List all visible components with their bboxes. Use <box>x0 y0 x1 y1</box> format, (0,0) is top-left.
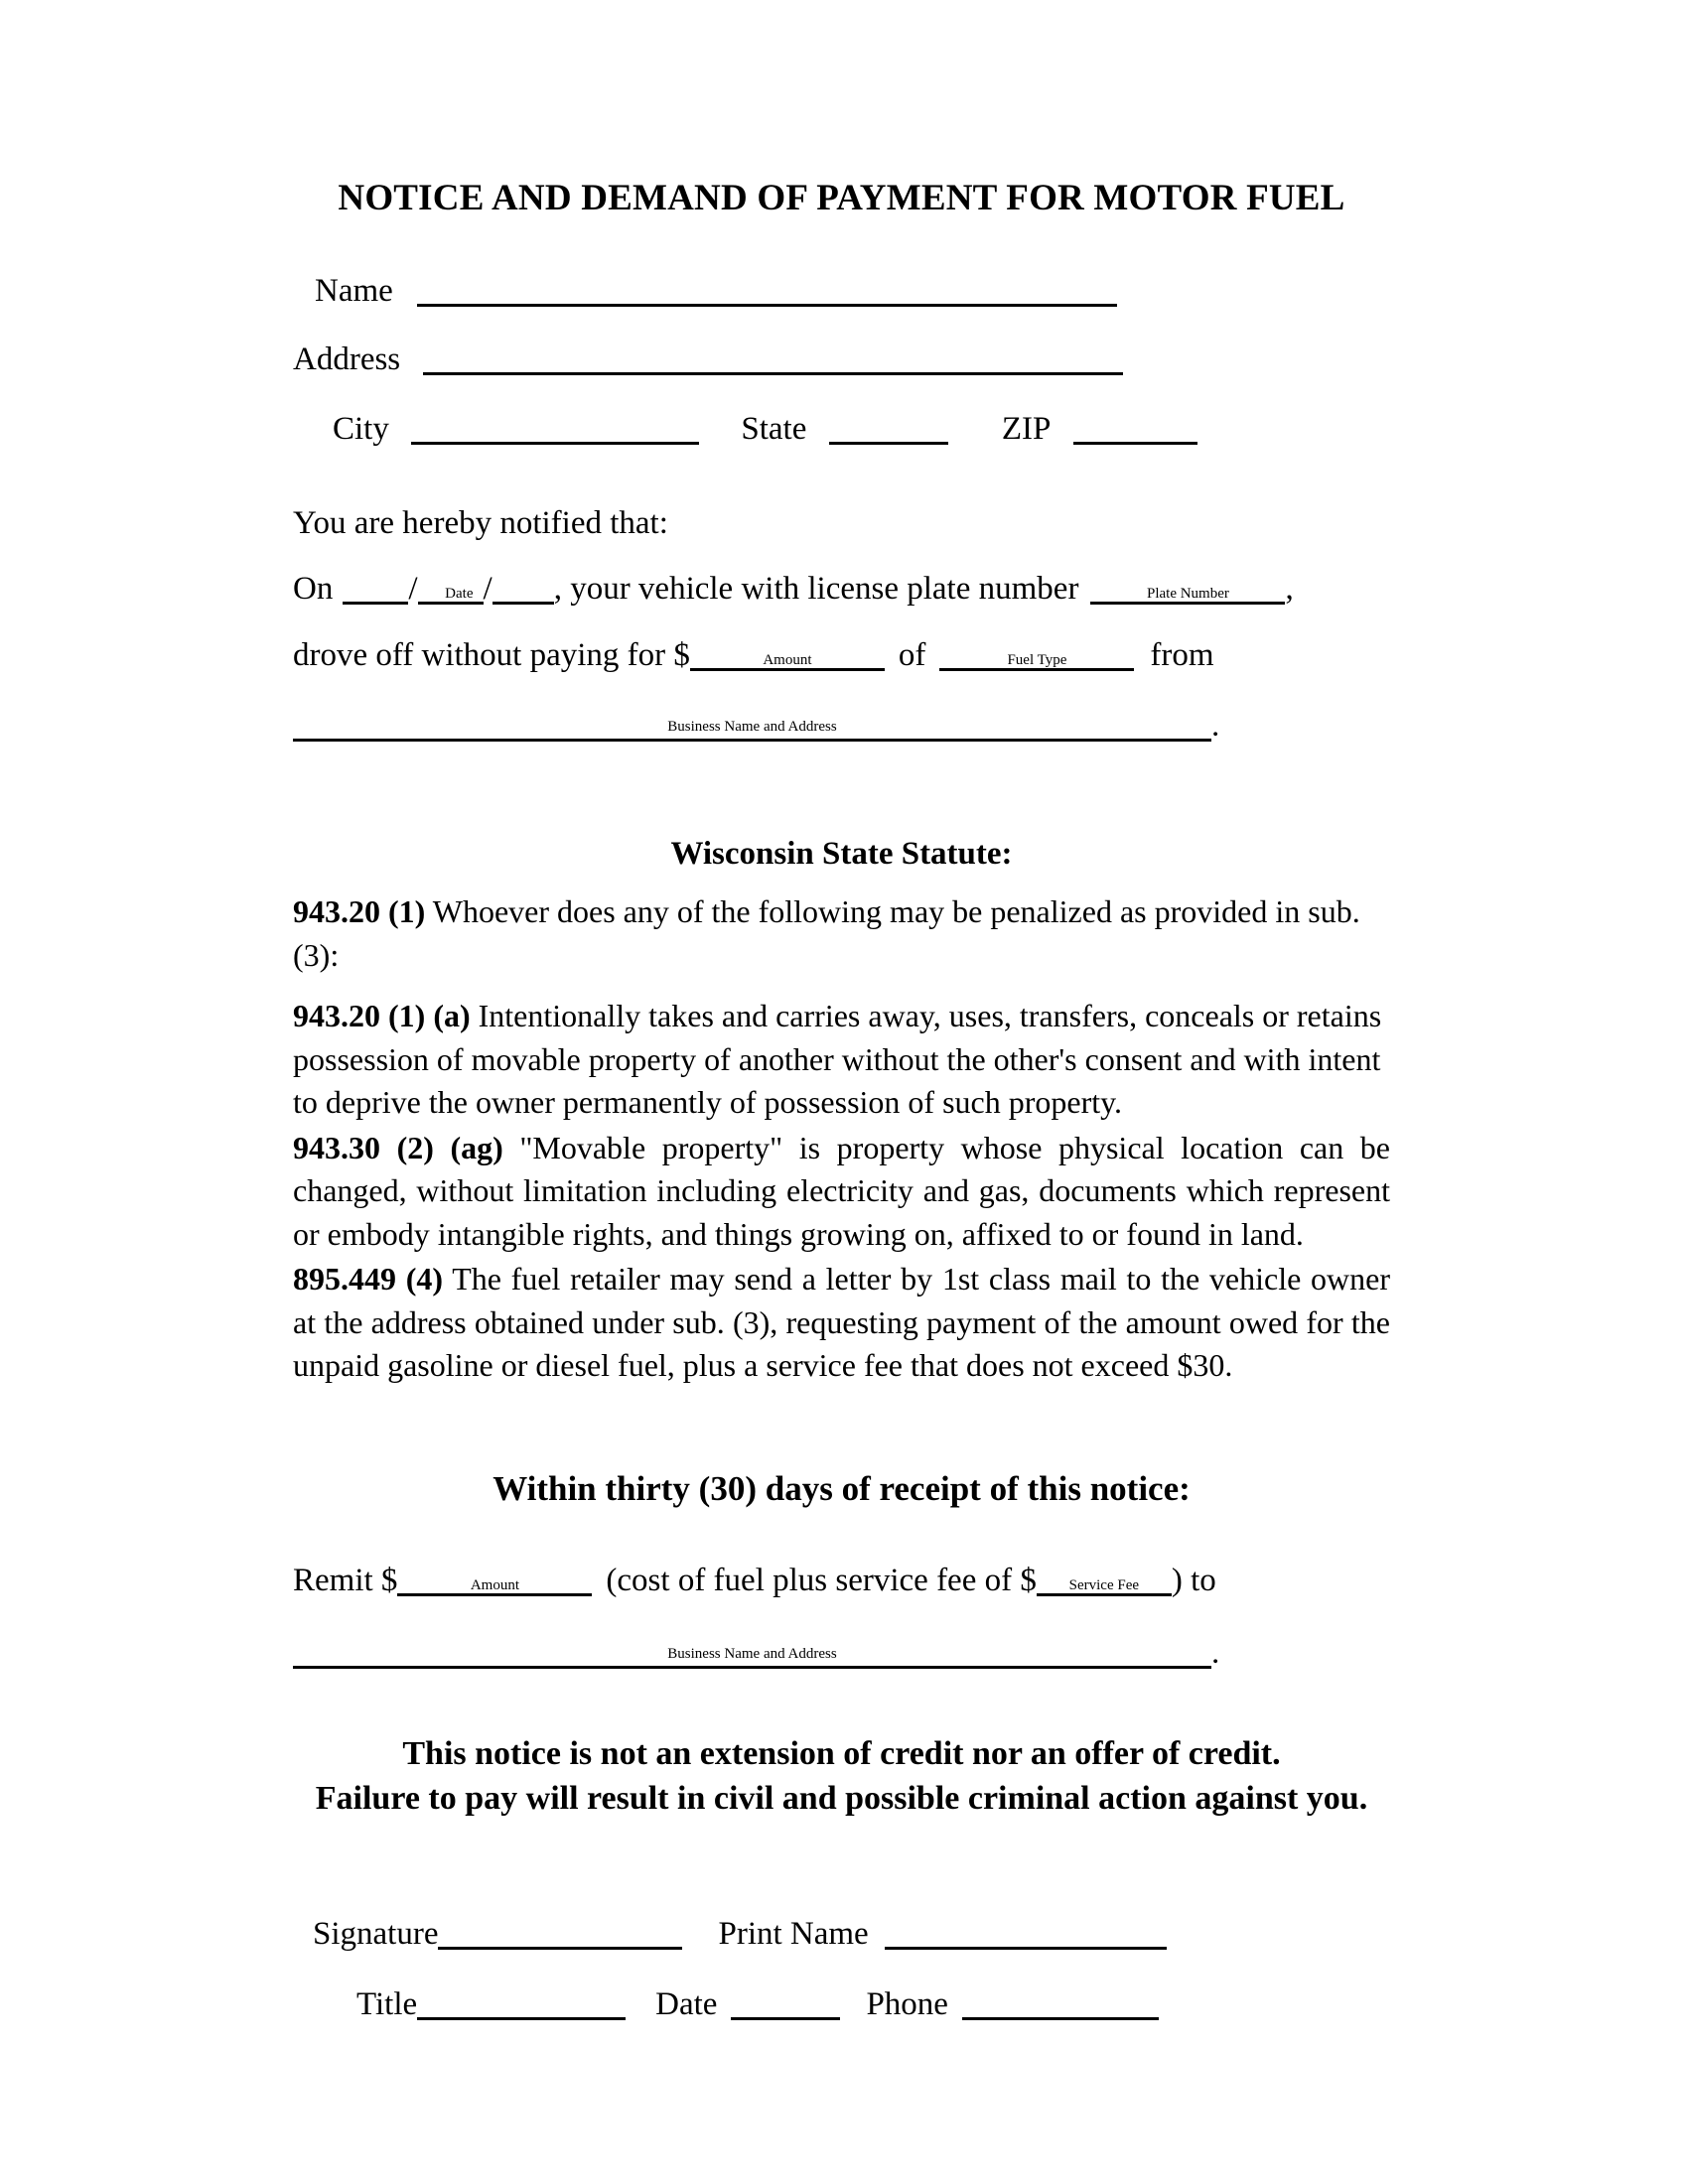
business-line-period-2: . <box>1211 1634 1220 1671</box>
amount-field-group <box>690 637 885 674</box>
amount-caption: Amount <box>763 652 812 668</box>
remit-label: Remit $ <box>293 1562 398 1598</box>
document-content <box>293 0 1390 2023</box>
address-label: Address <box>293 341 401 377</box>
business-field-group-1 <box>293 708 1211 745</box>
date-month-input[interactable] <box>343 602 408 605</box>
statute-number-3: 943.30 (2) (ag) <box>293 1129 503 1165</box>
city-state-zip-row <box>293 413 1390 446</box>
title-input[interactable] <box>417 2017 626 2020</box>
state-input[interactable] <box>829 442 948 445</box>
incident-date-line <box>293 571 1390 608</box>
statute-number-1: 943.20 (1) <box>293 893 426 929</box>
date-slash-1: / <box>408 571 418 607</box>
address-input[interactable] <box>423 372 1123 375</box>
statute-text-1: Whoever does any of the following may be penalized as provided in sub. (3): <box>293 893 1360 973</box>
title-date-phone-row <box>293 1986 1390 2023</box>
print-name-label: Print Name <box>718 1916 869 1953</box>
remit-amount-input[interactable] <box>397 1593 592 1596</box>
statute-item-4 <box>293 1258 1390 1388</box>
signature-input[interactable] <box>438 1947 682 1950</box>
business-name-address-input-1[interactable] <box>293 739 1211 742</box>
city-input[interactable] <box>411 442 699 445</box>
business-caption-2: Business Name and Address <box>667 1645 837 1662</box>
statute-number-2: 943.20 (1) (a) <box>293 998 471 1034</box>
fuel-type-field-group <box>925 637 1134 674</box>
fuel-amount-input[interactable] <box>690 668 885 671</box>
fuel-type-caption: Fuel Type <box>1007 652 1067 668</box>
warning-line-2: Failure to pay will result in civil and possible criminal action against you. <box>315 1779 1368 1817</box>
name-label: Name <box>315 273 393 309</box>
service-fee-caption: Service Fee <box>1068 1576 1140 1593</box>
remit-amount-group <box>397 1563 592 1599</box>
remit-line <box>293 1563 1390 1599</box>
signature-label: Signature <box>313 1916 439 1953</box>
page-title: NOTICE AND DEMAND OF PAYMENT FOR MOTOR FUEL <box>338 178 1345 218</box>
statute-number-4: 895.449 (4) <box>293 1261 444 1297</box>
business-field-group-2 <box>293 1635 1211 1672</box>
print-name-input[interactable] <box>885 1947 1167 1950</box>
of-word: of <box>898 637 926 673</box>
business-caption-1: Business Name and Address <box>667 719 837 735</box>
name-input[interactable] <box>417 304 1117 307</box>
date-field-group <box>333 571 553 608</box>
date-slash-2: / <box>483 571 492 607</box>
statute-item-1 <box>293 890 1390 977</box>
city-label: City <box>333 411 389 447</box>
business-name-address-line-2 <box>293 1635 1390 1672</box>
warning-line-1: This notice is not an extension of credit nor an offer of credit. <box>402 1734 1281 1772</box>
name-field-row <box>293 275 1390 308</box>
zip-input[interactable] <box>1073 442 1197 445</box>
drove-off-line <box>293 637 1390 674</box>
plate-lead-in: , your vehicle with license plate number <box>553 571 1079 607</box>
statute-text-3: "Movable property" is property whose physical location can be changed, without limitation including electricity and gas, documents which represent or embody intangible rights, and things growing on, affixed to or found in land. <box>293 1129 1391 1252</box>
zip-label: ZIP <box>1001 411 1052 447</box>
business-line-period-1: . <box>1211 708 1220 744</box>
signature-row <box>293 1916 1390 1953</box>
remit-close-paren: ) to <box>1171 1562 1216 1598</box>
date-year-input[interactable] <box>492 602 554 605</box>
remit-amount-caption: Amount <box>470 1576 519 1593</box>
statute-item-3 <box>293 1127 1390 1257</box>
business-name-address-input-2[interactable] <box>293 1666 1211 1669</box>
statute-item-2 <box>293 995 1390 1125</box>
remit-parenthetical: (cost of fuel plus service fee of $ <box>606 1562 1037 1598</box>
statute-text-2: Intentionally takes and carries away, uses, transfers, conceals or retains possession of movable property of another without the other's consent and with intent to deprive the owner permanently of possession of such property. <box>293 998 1382 1121</box>
service-fee-input[interactable] <box>1037 1593 1172 1596</box>
credit-warning <box>293 1731 1390 1821</box>
business-name-address-line-1 <box>293 708 1390 745</box>
address-field-row <box>293 343 1390 376</box>
service-fee-group <box>1037 1563 1172 1599</box>
plate-number-input[interactable] <box>1090 602 1285 605</box>
signature-date-input[interactable] <box>731 2017 840 2020</box>
drove-off-text: drove off without paying for $ <box>293 637 690 673</box>
state-label: State <box>741 411 807 447</box>
from-word: from <box>1150 637 1214 673</box>
title-label: Title <box>356 1986 418 2023</box>
fuel-type-input[interactable] <box>939 668 1134 671</box>
plate-trailing-comma: , <box>1285 571 1294 607</box>
phone-input[interactable] <box>962 2017 1159 2020</box>
phone-label: Phone <box>866 1986 948 2023</box>
on-word: On <box>293 571 334 607</box>
payment-deadline-heading: Within thirty (30) days of receipt of this notice: <box>492 1468 1191 1508</box>
notified-intro: You are hereby notified that: <box>293 505 668 541</box>
plate-field-group <box>1078 571 1285 608</box>
statute-heading: Wisconsin State Statute: <box>670 836 1013 872</box>
statute-text-4: The fuel retailer may send a letter by 1st class mail to the vehicle owner at the address obtained under sub. (3), requesting payment of the amount owed for the unpaid gasoline or diesel fuel, plus a service fee that does not exceed $30. <box>293 1261 1391 1384</box>
plate-number-caption: Plate Number <box>1146 586 1229 602</box>
signature-date-label: Date <box>655 1986 718 2023</box>
date-day-input[interactable] <box>418 602 484 605</box>
date-caption: Date <box>445 586 474 602</box>
